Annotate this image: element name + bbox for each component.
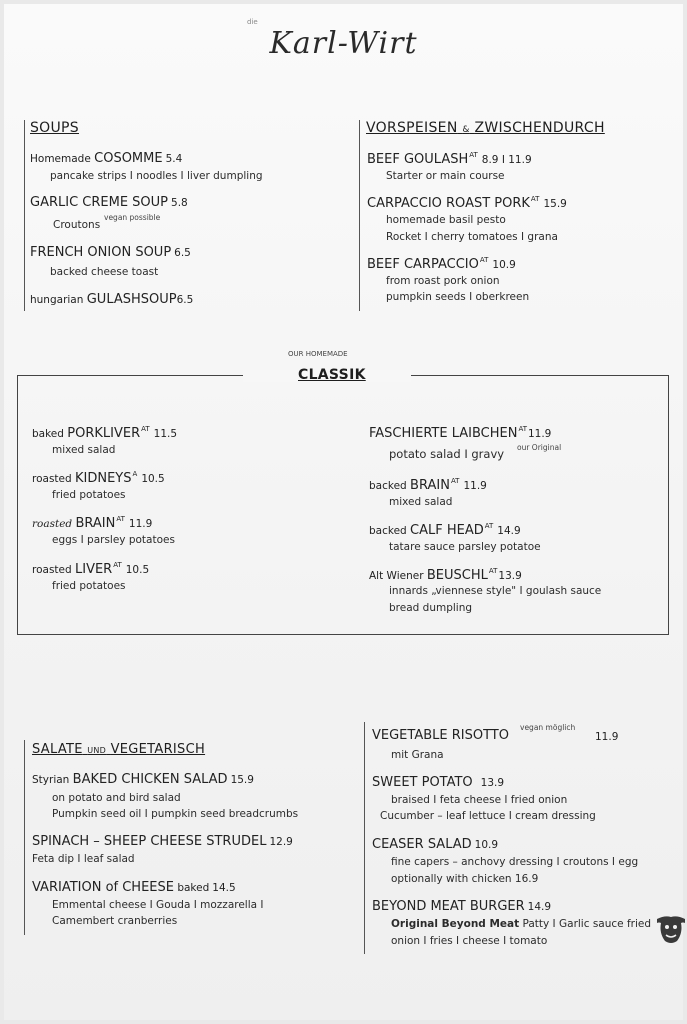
dish-desc: fried potatoes <box>52 489 126 501</box>
dish-desc: from roast pork onion <box>386 275 500 287</box>
soups-rule <box>24 120 25 311</box>
salads-title: SALATE UND VEGETARISCH <box>32 742 206 757</box>
dish-desc: Starter or main course <box>386 170 505 182</box>
logo-superscript: die <box>247 18 258 26</box>
dish-desc: backed cheese toast <box>50 266 159 278</box>
dish-desc: pumpkin seeds I oberkreen <box>386 291 530 303</box>
starters-rule <box>359 120 360 311</box>
dish-variation-of-cheese: VARIATION of CHEESE baked 14.5 <box>32 880 236 895</box>
dish-sweet-potato: SWEET POTATO 13.9 <box>372 775 505 790</box>
mains-rule <box>364 722 365 954</box>
dish-desc: mixed salad <box>389 496 453 508</box>
dish-desc: bread dumpling <box>389 602 473 614</box>
dish-note: vegan möglich <box>520 723 576 732</box>
dish-desc: mit Grana <box>391 749 444 761</box>
dish-baked-chicken-salad: Styrian BAKED CHICKEN SALAD 15.9 <box>32 772 254 787</box>
dish-desc: Cucumber – leaf lettuce I cream dressing <box>380 810 596 822</box>
dish-backed-brain: backed $BRAIN^{AT}$ 11.9 <box>369 477 487 493</box>
soups-title: SOUPS <box>30 120 79 136</box>
dish-porkliver: baked $PORKLIVER^{AT}$ 11.5 <box>32 425 178 441</box>
dish-roasted-liver: roasted $LIVER^{AT}$ 10.5 <box>32 561 150 577</box>
dish-desc: Camembert cranberries <box>52 915 178 927</box>
classik-kicker: OUR HOMEMADE <box>288 350 348 358</box>
starters-title: VORSPEISEN & ZWISCHENDURCH <box>366 120 605 136</box>
dish-vegetable-risotto: VEGETABLE RISOTTO <box>372 728 509 743</box>
dish-faschierte-laibchen: FASCHIERTE $LAIBCHEN^{AT}11.9$ <box>369 425 552 441</box>
dish-desc: optionally with chicken 16.9 <box>391 873 539 885</box>
dish-cosomme: Homemade COSOMME 5.4 <box>30 151 183 166</box>
dish-roasted-brain: roasted $BRAIN^{AT}$ 11.9 <box>32 515 153 531</box>
dish-desc: Emmental cheese I Gouda I mozzarella I <box>52 899 264 911</box>
dish-desc: Croutons <box>53 219 101 231</box>
dish-beyond-meat-burger: BEYOND MEAT BURGER 14.9 <box>372 899 552 914</box>
salads-rule <box>24 740 25 935</box>
dish-price: 11.9 <box>595 731 619 743</box>
dish-desc: innards „viennese style" I goulash sauce <box>389 585 602 597</box>
dish-garlic-creme-soup: GARLIC CREME SOUP 5.8 <box>30 195 188 210</box>
dish-desc: tatare sauce parsley potatoe <box>389 541 541 553</box>
dish-french-onion-soup: FRENCH ONION SOUP 6.5 <box>30 245 191 260</box>
classik-title: CLASSIK <box>298 367 366 383</box>
restaurant-logo: Karl-Wirt <box>269 26 418 61</box>
dish-desc: Original Beyond Meat Patty I Garlic sauce fried <box>391 918 652 930</box>
dish-beuschl: Alt Wiener $BEUSCHL^{AT}13.9$ <box>369 567 522 583</box>
dish-note: our Original <box>517 443 562 452</box>
dish-ceaser-salad: CEASER SALAD 10.9 <box>372 837 499 852</box>
dish-desc: Feta dip I leaf salad <box>32 853 135 865</box>
dish-desc: braised I feta cheese I fried onion <box>391 794 568 806</box>
dish-desc: pancake strips I noodles I liver dumpling <box>50 170 263 182</box>
dish-beef-carpaccio: BEEF $CARPACCIO^{AT}$ 10.9 <box>367 256 516 272</box>
dish-desc: mixed salad <box>52 444 116 456</box>
dish-carpaccio-roast-pork: CARPACCIO ROAST $PORK^{AT}$ 15.9 <box>367 195 567 211</box>
dish-beef-goulash: BEEF $GOULASH^{AT}$ 8.9 I 11.9 <box>367 151 532 167</box>
dish-desc: fine capers – anchovy dressing I croutons I egg <box>391 856 639 868</box>
dish-desc: potato salad I gravy <box>389 447 505 461</box>
dish-desc: on potato and bird salad <box>52 792 181 804</box>
dish-desc: eggs I parsley potatoes <box>52 534 175 546</box>
dish-kidneys: roasted $KIDNEYS^A$ 10.5 <box>32 470 165 486</box>
dish-desc: onion I fries I cheese I tomato <box>391 935 548 947</box>
dish-desc: homemade basil pesto <box>386 214 506 226</box>
dish-spinach-strudel: SPINACH – SHEEP CHEESE STRUDEL 12.9 <box>32 834 293 849</box>
dish-desc: Rocket I cherry tomatoes I grana <box>386 231 558 243</box>
bull-head-icon <box>655 913 687 947</box>
dish-desc: Pumpkin seed oil I pumpkin seed breadcrumbs <box>52 808 299 820</box>
dish-note: vegan possible <box>104 213 161 222</box>
dish-calf-head: backed CALF $HEAD^{AT}$ 14.9 <box>369 522 521 538</box>
dish-gulashsoup: hungarian GULASHSOUP6.5 <box>30 292 194 307</box>
dish-desc: fried potatoes <box>52 580 126 592</box>
